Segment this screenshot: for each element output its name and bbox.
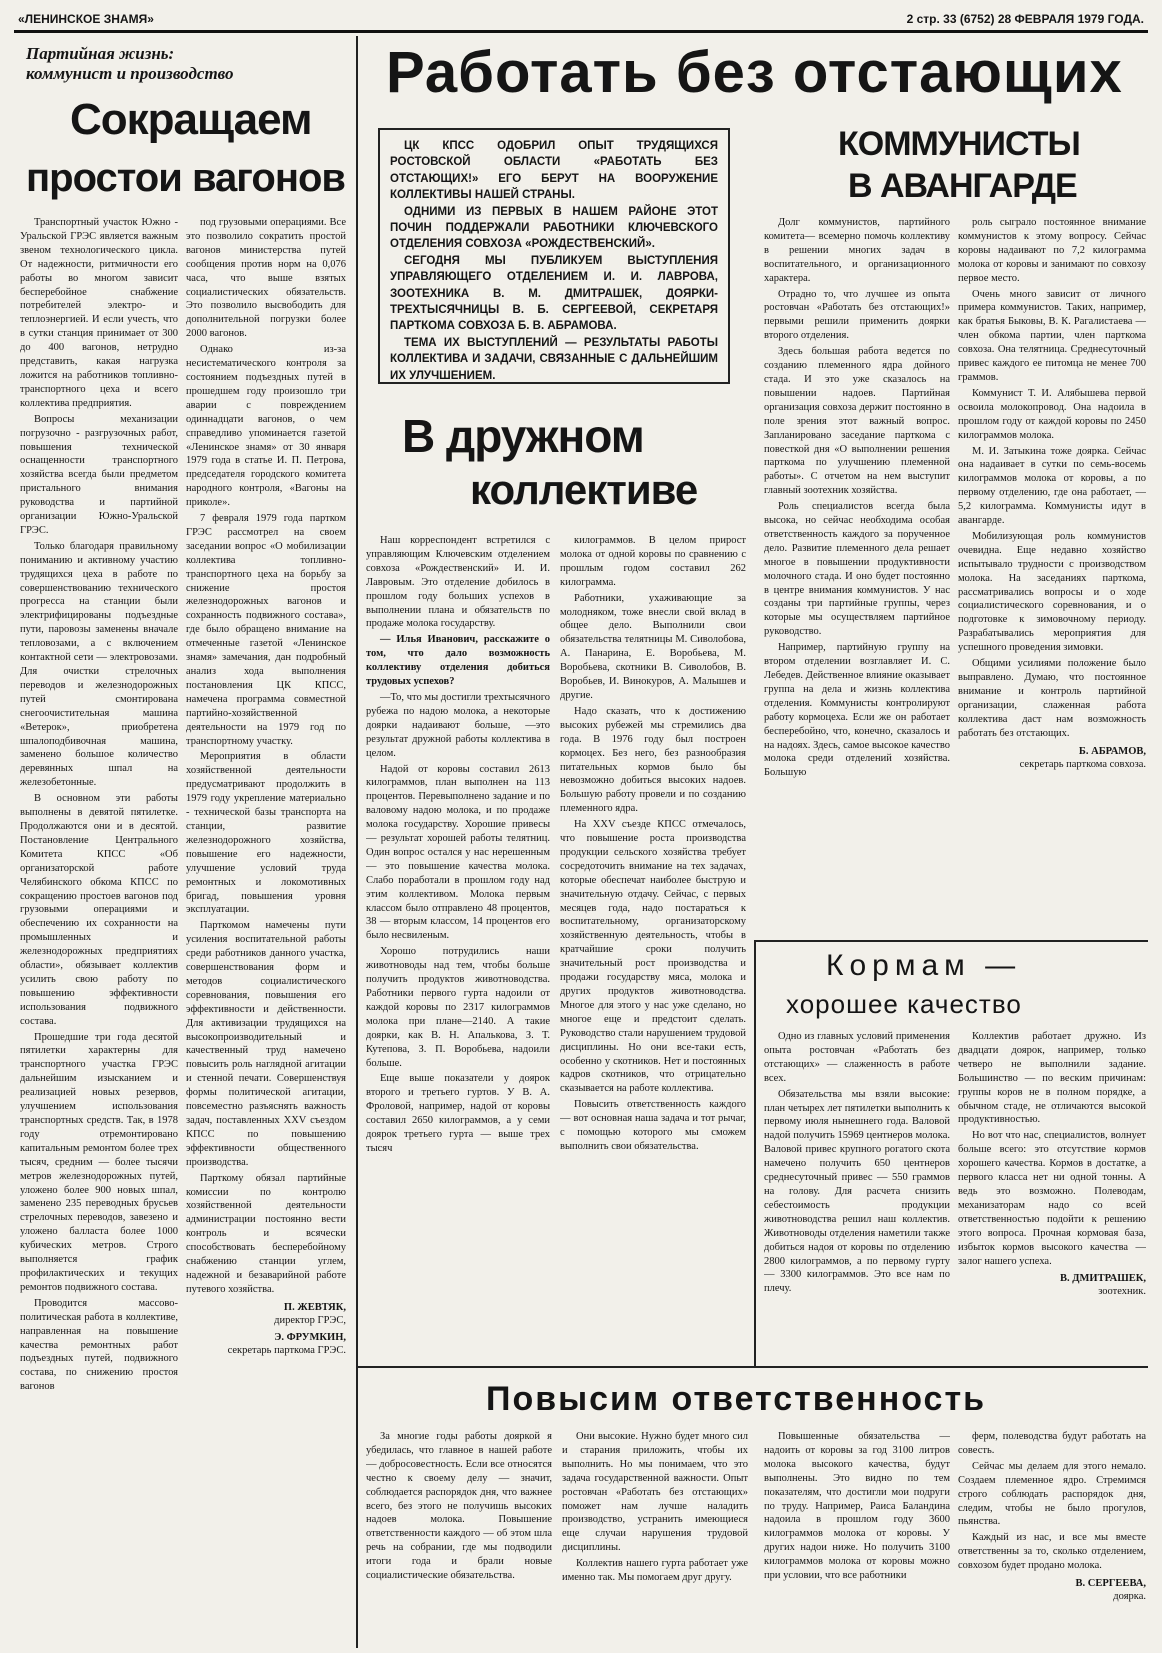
wagons-column-1 xyxy=(20,216,178,1646)
signature-role: секретарь парткома ГРЭС. xyxy=(227,1344,346,1356)
responsibility-column-1 xyxy=(366,1430,552,1648)
paragraph: Проводится массово-политическая работа в коллективе, направленная на повышение качества ремонтных работ подъездных путей, подвижного состава, по снижению простоя вагонов xyxy=(20,1297,178,1393)
paragraph: Коммунист Т. И. Алябышева первой освоила молокопровод. Она надоила в прошлом году от каждой коровы по 2450 килограммов молока. xyxy=(958,387,1146,441)
paragraph: Одно из главных условий применения опыта ростовчан «Работать без отстающих» — слаженность в работе всех. xyxy=(764,1031,950,1084)
paragraph: Они высокие. Нужно будет много сил и старания приложить, чтобы их выполнить. Но мы понимаем, что это задача государственной важности. Опыт ростовчан «Работать без отстающих» поможет нам лучше наладить производство, устранить имеющиеся еще случаи нарушения трудовой дисциплины. xyxy=(562,1431,748,1554)
paragraph: Сейчас мы делаем для этого немало. Создаем племенное ядро. Стремимся строго соблюдать распорядок дня, следим, чтобы не было прогулов, пьянства. xyxy=(958,1460,1146,1528)
responsibility-signature xyxy=(958,1577,1146,1603)
responsibility-title: Повысим ответственность xyxy=(486,1380,987,1418)
paragraph: Прошедшие три года десятой пятилетки характерны для транспортного участка ГРЭС дальнейшим изысканием и реализацией новых резервов, улучшением использования транспортных средств. Так, в 1978 году отремонтировано капитальным ремонтом более трех тысяч, средним — более тысячи метров железнодорожных путей, уложено более 900 новых шпал, заменено 235 переводных брусьев стрелочных переводов, завезено и уложено балласта более 1000 кубических метров. Строго выполняется график профилактических и текущих ремонтов подвижного состава. xyxy=(20,1031,178,1293)
collective-title-line-1: В дружном xyxy=(402,410,644,462)
paragraph: Обязательства мы взяли высокие: план четырех лет пятилетки выполнить к первому июля нынешнего года. Валовой надой получить 15969 центнеров молока. Валовой привес крупного рогатого скота намечено получить 650 центнеров среднесуточный привес — 550 граммов на голову. Для расчета снизить себестоимость продукции животноводства решил наш коллектив. Животноводы отделения наметили также добиться надоя от коровы по отделению 2800 килограммов, а по первому гурту — 3300 килограммов. Это все нам по плечу. xyxy=(764,1088,950,1295)
signature-name: В. ДМИТРАШЕК, xyxy=(1060,1273,1146,1285)
rubric-line-1: Партийная жизнь: xyxy=(26,44,175,63)
rule-above-responsibility xyxy=(358,1366,1148,1368)
wagons-column-2 xyxy=(186,216,346,1646)
collective-title-line-2: коллективе xyxy=(470,466,698,513)
signature-role: директор ГРЭС, xyxy=(274,1314,346,1326)
paragraph: На XXV съезде КПСС отмечалось, что повышение роста производства продукции сельского хозяйства требует сосредоточить внимание на тех задачах, которые обеспечат наиболее быструю и значительную отдачу. Сейчас, с первых месяцев года, надо постараться к воспитательному, организаторскому хозяйственную деятельность, чтобы в кратчайшие сроки получить значительный рост производства и продажи государству мяса, молока и других продуктов животноводства. Многое для этого у нас уже сделано, но многое еще и предстоит сделать. Руководство стали нарушением трудовой дисциплины. Но они все-таки есть, особенно у скотников. Нет и постоянных кадров скотников, что отрицательно сказывается на работе коллектива. xyxy=(560,819,746,1095)
paragraph: Надой от коровы составил 2613 килограммов, план выполнен на 113 процентов. Перевыполнено задание и по валовому надою молока, и по продаже молока государству. Хорошие привесы — результат хорошей работы телятниц. Один вопрос остался у нас нерешенным — это повышение качества молока. Слабо поработали в прошлом году над этим коллективом. Молока первым классом было отправлено 48 процентов, 38 — вторым классом, 14 процентов его было несвиленым. xyxy=(366,763,550,942)
feed-column-1 xyxy=(764,1030,950,1364)
issue-info: 2 стр. 33 (6752) 28 ФЕВРАЛЯ 1979 ГОДА. xyxy=(906,12,1144,26)
communists-column-2 xyxy=(958,216,1146,934)
paragraph: Работники, ухаживающие за молодняком, тоже внесли свой вклад в общее дело. Выполнили свои обязательства телятницы М. Сиволобова, А. Панарина, Е. Воробьева, М. Воробьева, скотники В. Сиволобов, В. Воробьев, И. Винокуров, А. Малышев и другие. xyxy=(560,592,746,701)
paragraph: Здесь большая работа ведется по созданию племенного ядра дойного стада. И это уже сказалось на повышении надоев. Партийная организация совхоза держит постоянно в поле зрения этот важный вопрос. Запланировано заседание парткома с повесткой дня «О выполнении решения парткома по улучшению племенной работы». С отчетом на нем выступит главный зоотехник хозяйства. xyxy=(764,346,950,497)
interview-question: — Илья Иванович, расскажите о том, что дало возможность коллективу отделения добиться трудовых успехов? xyxy=(366,634,550,688)
paragraph: Долг коммунистов, партийного комитета— всемерно помочь коллективу в решении многих задач в воспитательного, и организационного характера. xyxy=(764,217,950,284)
communists-column-1 xyxy=(764,216,950,934)
lead-paragraph: ОДНИМИ ИЗ ПЕРВЫХ В НАШЕМ РАЙОНЕ ЭТОТ ПОЧИН ПОДДЕРЖАЛИ РАБОТНИКИ КЛЮЧЕВСКОГО ОТДЕЛЕНИЯ СОВХОЗА «РОЖДЕСТВЕНСКИЙ». xyxy=(390,205,718,251)
lead-paragraph: ЦК КПСС ОДОБРИЛ ОПЫТ ТРУДЯЩИХСЯ РОСТОВСКОЙ ОБЛАСТИ «РАБОТАТЬ БЕЗ ОТСТАЮЩИХ!» ЕГО БЕРУТ НА ВООРУЖЕНИЕ КОЛЛЕКТИВЫ НАШЕЙ СТРАНЫ. xyxy=(390,140,718,202)
signature-name: Э. ФРУМКИН, xyxy=(274,1331,346,1343)
feed-column-2 xyxy=(958,1030,1146,1364)
wagons-title-line-1: Сокращаем xyxy=(70,95,312,144)
wagons-title-line-2: простои вагонов xyxy=(26,156,346,200)
feed-title-line-1: Кормам — xyxy=(826,949,1022,982)
paragraph: Еще выше показатели у доярок второго и третьего гуртов. У В. А. Фроловой, например, надой от коровы составил 2650 килограммов, а у семи доярок третьего гурта — выше трех тысяч xyxy=(366,1073,550,1154)
paragraph: Парткому обязал партийные комиссии по контролю хозяйственной деятельности администрации постоянно вести контроль и всячески способствовать бесперебойному снабжению станции углем, надежной и безаварийной работе путевого хозяйства. xyxy=(186,1172,346,1295)
signature-name: П. ЖЕВТЯК, xyxy=(283,1301,346,1313)
collective-column-2 xyxy=(560,534,746,1362)
banner-title: Работать без отстающих xyxy=(386,40,1123,105)
collective-column-1 xyxy=(366,534,550,1362)
paragraph: Очень много зависит от личного примера коммунистов. Таких, например, как братья Быковы, В. К. Рагалистаева — член обкома партии, член парткома совхоза. Она телятница. Среднесуточный привес каждого ее питомца не менее 700 граммов. xyxy=(958,288,1146,383)
wagons-signature-2 xyxy=(186,1331,346,1357)
paragraph: ферм, полеводства будут работать на совесть. xyxy=(958,1431,1146,1456)
paragraph: Транспортный участок Южно - Уральской ГРЭС является важным звеном технологического цикла. От надежности, ритмичности его работы во многом зависит бесперебойное снабжение потребителей электро- и теплоэнергией. И если учесть, что в сутки станция принимает от 300 до 400 вагонов, нетрудно представить, какая нагрузка ложится на работников топливно-транспортного цеха и всего коллектива предприятия. xyxy=(20,217,178,409)
signature-role: зоотехник. xyxy=(1098,1286,1146,1298)
paragraph: Мероприятия в области хозяйственной деятельности предусматривают продолжить в 1979 году укрепление материально - технической базы транспорта на станции, развитие железнодорожного хозяйства, повышение его надежности, улучшение условий труда ремонтных и локомотивных бригад, повышения уровня эксплуатации. xyxy=(186,751,346,916)
responsibility-column-2 xyxy=(562,1430,748,1648)
lead-box xyxy=(378,128,730,384)
rule-above-feed xyxy=(756,940,1148,942)
feed-signature xyxy=(958,1272,1146,1298)
paragraph: Повышенные обязательства — надоить от коровы за год 3100 литров молока высокого качества, будут выполнены. Это видно по тем показателям, что достигли мои подруги по труду. Например, Раиса Баландина надоила в прошлом году 3600 килограммов молока от коровы. У других надои ниже. Но получить 3100 килограммов молока от коровы можно при условии, что все работники xyxy=(764,1431,950,1582)
communists-title-line-2: В АВАНГАРДЕ xyxy=(848,167,1077,205)
paragraph: Повысить ответственность каждого — вот основная наша задача и тот рычаг, с помощью которого мы сможем выполнить свои обязательства. xyxy=(560,1099,746,1152)
paragraph: —То, что мы достигли трехтысячного рубежа по надою молока, а некоторые доярки надаивают больше, —это результат дружной работы коллектива в целом. xyxy=(366,691,550,759)
signature-name: Б. АБРАМОВ, xyxy=(1078,745,1146,757)
paragraph: Хорошо потрудились наши животноводы над тем, чтобы больше получить продуктов животноводства. Работники первого гурта надоили от каждой коровы по 2317 килограммов молока при плане—2140. А такие доярки, как В. Н. Апалькова, З. Т. Кутепова, З. П. Воробьева, надоили больше. xyxy=(366,946,550,1069)
rubric-line-2: коммунист и производство xyxy=(26,64,234,83)
paragraph: Однако из-за несистематического контроля за состоянием подъездных путей в прошедшем году произошло три аварии с повреждением одиннадцати вагонов, о чем справедливо упоминается газетой «Ленинское знамя» от 30 января 1979 года в статье И. П. Петрова, председателя городского комитета народного контроля, «Вагоны на приколе». xyxy=(186,344,346,509)
feed-title-line-2: хорошее качество xyxy=(786,989,1022,1019)
responsibility-column-4 xyxy=(958,1430,1146,1648)
paragraph: роль сыграло постоянное внимание коммунистов к этому вопросу. Сейчас коровы надаивают по 7,2 килограмма молока от коровы и занимают по совхозу первое место. xyxy=(958,217,1146,284)
signature-role: секретарь парткома совхоза. xyxy=(1019,758,1146,770)
newspaper-name: «ЛЕНИНСКОЕ ЗНАМЯ» xyxy=(18,12,154,26)
paragraph: Отрадно то, что лучшее из опыта ростовчан «Работать без отстающих!» первыми решили применить доярки второго отделения. xyxy=(764,288,950,342)
lead-paragraph: ТЕМА ИХ ВЫСТУПЛЕНИЙ — РЕЗУЛЬТАТЫ РАБОТЫ КОЛЛЕКТИВА И ЗАДАЧИ, СВЯЗАННЫЕ С ДАЛЬНЕЙШИМ ИХ УЛУЧШЕНИЕМ. xyxy=(390,336,718,382)
paragraph: Коллектив нашего гурта работает уже именно так. Мы помогаем друг другу. xyxy=(562,1558,748,1584)
paragraph: За многие годы работы дояркой я убедилась, что главное в нашей работе — добросовестность. Если все относятся честно к своему делу — значит, соблюдается распорядок дня, что важнее всего, без этого не получишь высоких надоев молока. Повышение ответственности каждого — об этом шла речь на собрании, где мы подводили итоги года и брали новые социалистические обязательства. xyxy=(366,1431,552,1582)
communists-title-line-1: КОММУНИСТЫ xyxy=(838,125,1080,163)
paragraph: М. И. Затыкина тоже доярка. Сейчас она надаивает в сутки по семь-восемь килограммов молока от коровы, а по первому отделению, где она работает, — 5,2 килограмма. Коммунисты идут в авангарде. xyxy=(958,445,1146,527)
paragraph: 7 февраля 1979 года партком ГРЭС рассмотрел на своем заседании вопрос «О мобилизации коллектива топливно-транспортного цеха на борьбу за снижение простоя железнодорожных вагонов и сохранность подвижного состава», где было обращено внимание на отмеченные газетой «Ленинское знамя» замечания, дан подробный анализ хода выполнения постановления ЦК КПСС, намечена программа совместной партийно-хозяйственной деятельности на 1979 год по транспортному участку. xyxy=(186,513,346,747)
communists-signature xyxy=(958,745,1146,771)
paragraph: Надо сказать, что к достижению высоких рубежей мы стремились два года. В 1976 году был построен кормоцех. Без него, без разнообразия питательных кормов было бы невозможно добиться высоких надоев. Большую работу провели и по созданию племенного ядра. xyxy=(560,705,746,815)
lead-paragraph: СЕГОДНЯ МЫ ПУБЛИКУЕМ ВЫСТУПЛЕНИЯ УПРАВЛЯЮЩЕГО ОТДЕЛЕНИЕМ И. И. ЛАВРОВА, ЗООТЕХНИКА В. М. ДМИТРАШЕК, ДОЯРКИ-ТРЕХТЫСЯЧНИЦЫ В. Б. СЕРГЕЕВОЙ, СЕКРЕТАРЯ ПАРТКОМА СОВХОЗА Б. В. АБРАМОВА. xyxy=(390,254,718,333)
signature-role: доярка. xyxy=(1113,1591,1146,1603)
paragraph: Общими усилиями положение было выправлено. Думаю, что постоянное внимание и контроль партийной организации, слаженная работа коллектива даст нам возможность работать без отстающих. xyxy=(958,658,1146,739)
column-rule-left xyxy=(356,36,358,1648)
paragraph: Мобилизующая роль коммунистов очевидна. Еще недавно хозяйство испытывало трудности с производством молока. На заседаниях парткома, рассматривались вопросы и о ходе социалистического соревнования, и о подготовке к зимовочному периоду. Разрабатывались мероприятия для успешного проведения зимовки. xyxy=(958,530,1146,654)
paragraph: В основном эти работы выполнены в девятой пятилетке. Продолжаются они и в десятой. Постановление Центрального Комитета КПСС «Об организаторской работе Челябинского обкома КПСС по сокращению простоев вагонов под грузовыми операциями и обеспечению их сохранности на промышленных и железнодорожных предприятиях области», обязывает коллектив усилить свою работу по повышению эффективности использования подвижного состава. xyxy=(20,793,178,1027)
column-rule-right xyxy=(754,940,756,1368)
paragraph: Вопросы механизации погрузочно - разгрузочных работ, повышения технической оснащенности транспортного хозяйства всегда были предметом пристального внимания руководства и партийной организации Южно-Уральской ГРЭС. xyxy=(20,413,178,536)
paragraph: Роль специалистов всегда была высока, но сейчас необходима особая ответственность каждого за порученное дело. Развитие племенного дела решает многое в повышении продуктивности молочного стада. И оно будет постоянно в центре внимания коммунистов. У нас созданы три партийные группы, через которые мы осуществляем партийное руководство. xyxy=(764,501,950,638)
paragraph: Только благодаря правильному пониманию и активному участию трудящихся цеха в работе по совершенствованию технического прогресса на станции были электрифицированы подъездные пути, паровозы заменены вначале тепловозами, а с включением контактной сети — электровозами. Для очистки стрелочных переводов и железнодорожных путей смонтирована снегоочистительная машина «Ветерок», приобретена шпалоподбивочная машина, заменено большое количество деревянных шпал на железобетонные. xyxy=(20,540,178,789)
rubric xyxy=(26,44,326,84)
paragraph: Например, партийную группу на втором отделении возглавляет И. С. Лебедев. Действенное влияние оказывает группа на дела и жизнь коллектива отделения. Коммунисты контролируют работу кормоцеха. Если же он работает бесперебойно, что, конечно, сказалось и на надоях. Здесь, самое высокое качество молока среди отделений хозяйства. Большую xyxy=(764,642,950,779)
masthead xyxy=(14,8,1148,33)
paragraph: Каждый из нас, и все мы вместе ответственны за то, сколько отделением, совхозом будет продано молока. xyxy=(958,1532,1146,1572)
paragraph: Но вот что нас, специалистов, волнует больше всего: это отсутствие кормов хорошего качества. Кормов в достатке, а первого класса нет ни одной тонны. А ведь это возможно. Полеводам, механизаторам надо со всей ответственностью подойти к решению этого вопроса. Прочная кормовая база, избыток кормов высокого качества — залог нашего успеха. xyxy=(958,1130,1146,1267)
paragraph: под грузовыми операциями. Все это позволило сократить простой вагонов министерства путей сообщения против норм на 0,076 часа, что выше взятых социалистических обязательств. Это позволило высвободить для дополнительной погрузки более 2000 вагонов. xyxy=(186,217,346,340)
responsibility-column-3 xyxy=(764,1430,950,1648)
signature-name: В. СЕРГЕЕВА, xyxy=(1075,1578,1146,1590)
wagons-signature-1 xyxy=(186,1301,346,1327)
paragraph: килограммов. В целом прирост молока от одной коровы по сравнению с прошлым годом составил 262 килограмма. xyxy=(560,535,746,588)
paragraph: Наш корреспондент встретился с управляющим Ключевским отделением совхоза «Рождественский» И. И. Лавровым. Это отделение добилось в прошлом году больших успехов в выполнении плана и обязательств по продаже молока государству. xyxy=(366,535,550,630)
paragraph: Парткомом намечены пути усиления воспитательной работы среди работников данного участка, совершенствования форм и методов социалистического соревнования, повышения его эффективности и действенности. Для активизации трудящихся на высокопроизводительный и качественный труд намечено повысить роль наглядной агитации и стенной печати. Совершенствуя формы политической агитации, повсеместно разъяснять важность задач, поставленных XXV съездом КПСС по повышению эффективности общественного производства. xyxy=(186,920,346,1168)
paragraph: Коллектив работает дружно. Из двадцати доярок, например, только четверо не выполнили задание. Большинство — по веским причинам: группы коров не в полном порядке, а обычном стаде, не отличаются высокой продуктивностью. xyxy=(958,1031,1146,1126)
